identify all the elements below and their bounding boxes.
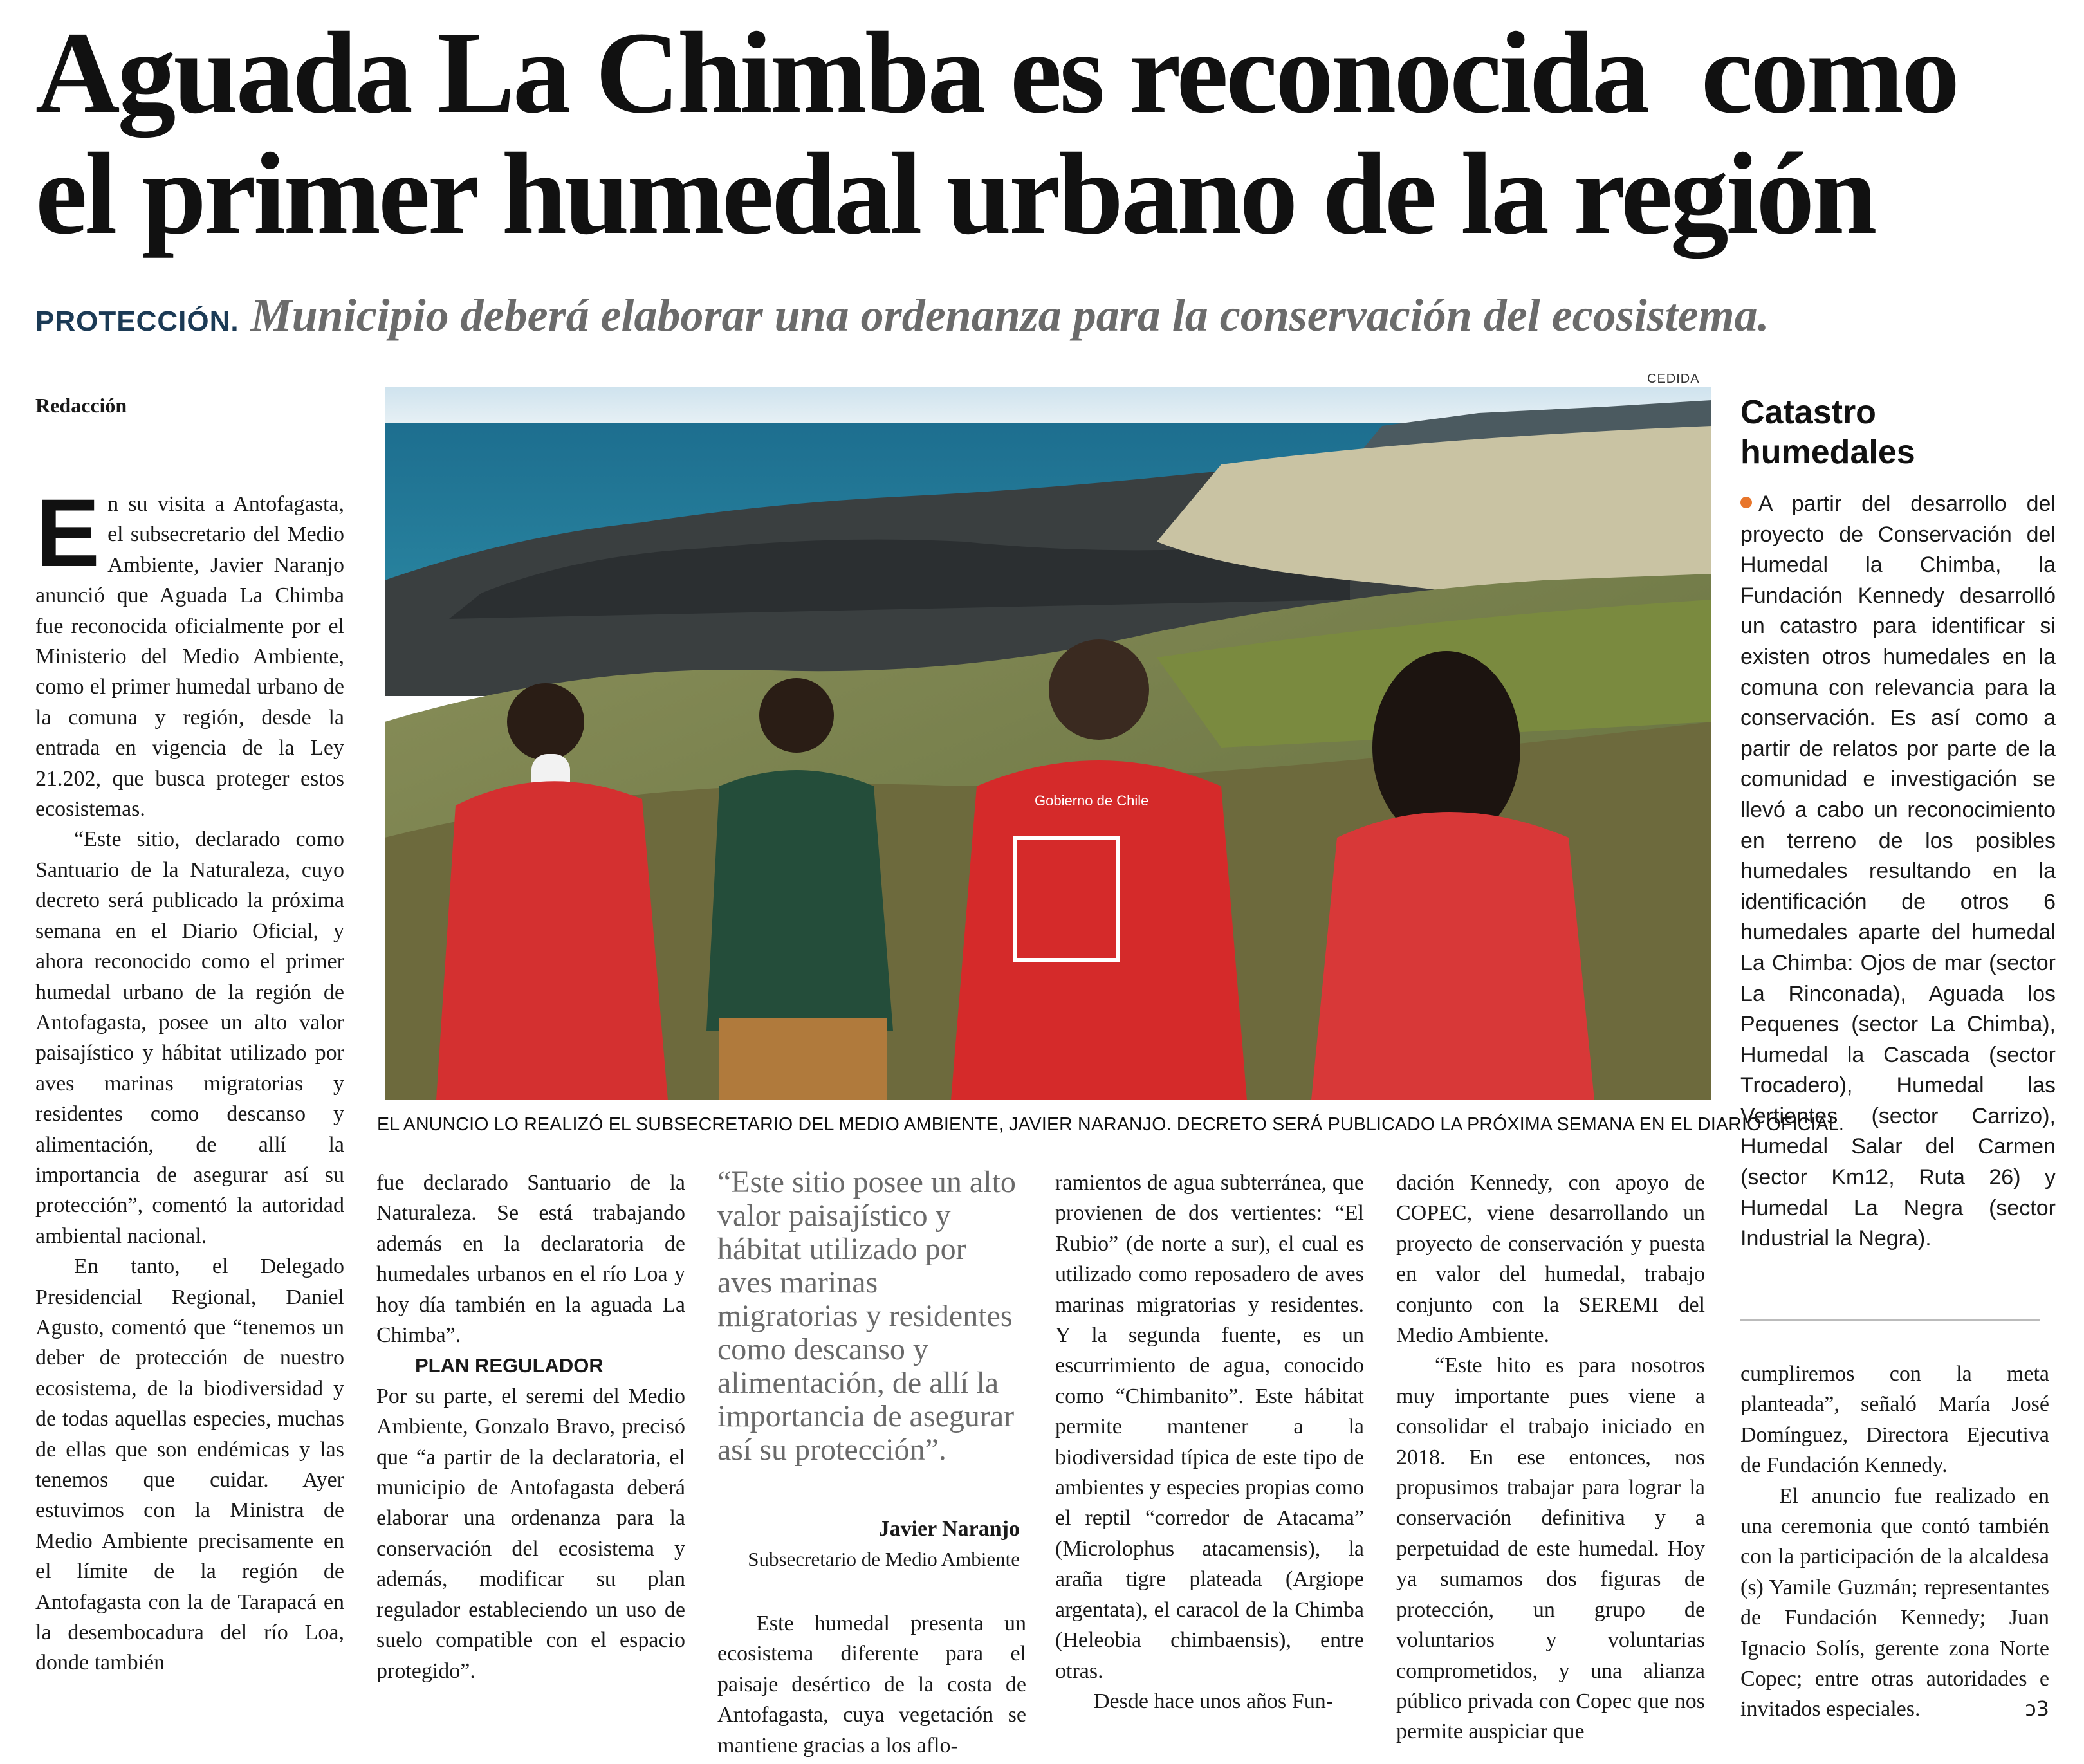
- coastal-scene-illustration: [385, 387, 1711, 1100]
- kicker: [35, 286, 2062, 351]
- column-5: [1396, 1168, 1705, 1747]
- column-2: [376, 1168, 685, 1686]
- byline: Redacción: [35, 394, 127, 417]
- headline-line-2: el primer humedal urbano de la región: [35, 129, 1875, 259]
- kicker-deck: Municipio deberá elaborar una ordenanza para la conservación del ecosistema.: [250, 289, 1769, 341]
- jacket-logo-text: Gobierno de Chile: [1035, 793, 1149, 809]
- paragraph: En tanto, el Delegado Presidencial Regional, Daniel Agusto, comentó que “tenemos un deber de protección de nuestro ecosistema, de la biodiversidad y de todas aquellas especies, muchas de ellas que son endémicas y las tenemos que cuidar. Ayer estuvimos con la Ministra de Medio Ambiente precisamente en el límite de la región de Antofagasta con la de Tarapacá en la desembocadura del río Loa, donde también: [35, 1254, 344, 1675]
- paragraph: dación Kennedy, con apoyo de COPEC, viene desarrollando un proyecto de conservación y puesta en valor del humedal, trabajo conjunto con la SEREMI del Medio Ambiente.: [1396, 1171, 1705, 1348]
- photo-credit: CEDIDA: [1647, 372, 1700, 386]
- column-6: [1740, 1359, 2049, 1725]
- column-4: [1055, 1168, 1364, 1716]
- pull-quote-author: Javier Naranjo: [878, 1517, 1020, 1541]
- article-photo: [385, 387, 1711, 1100]
- paragraph: “Este sitio, declarado como Santuario de la Naturaleza, cuyo decreto será publicado la próxima semana en el Diario Oficial, y ahora reconocido como el primer humedal urbano de la región de Antofagasta, posee un alto valor paisajístico y hábitat utilizado por aves marinas migratorias y residentes como descanso y alimentación, de allí la importancia de asegurar así su protección”, comentó la autoridad ambiental nacional.: [35, 827, 344, 1248]
- sidebar-title: Catastro humedales: [1740, 394, 1915, 471]
- paragraph: “Este hito es para nosotros muy importante pues viene a consolidar el trabajo iniciado en 2018. En ese entonces, nos propusimos trabajar para lograr la conservación definitiva y a perpetuidad de este humedal. Hoy ya sumamos dos figuras de protección, un grupo de voluntarios y voluntarias comprometidos, y una alianza público privada con Copec que nos permite auspiciar que: [1396, 1354, 1705, 1744]
- subhead: PLAN REGULADOR: [415, 1354, 604, 1377]
- paragraph: ramientos de agua subterránea, que provienen de dos vertientes: “El Rubio” (de norte a sur), el cual es utilizado como reposadero de aves marinas migratorias y residentes. Y la segunda fuente, es un escurrimiento de agua, conocido como “Chimbanito”. Este hábitat permite mantener a la biodiversidad típica de este tipo de ambientes y especies propias como el reptil “corredor de Atacama” (Microlophus atacamensis), la araña tigre plateada (Argiope argentata), el caracol de la Chimba (Heleobia chimbaensis), entre otras.: [1055, 1171, 1364, 1683]
- headline: [35, 8, 2056, 259]
- paragraph: cumpliremos con la meta planteada”, señaló María José Domínguez, Directora Ejecutiva de Fundación Kennedy.: [1740, 1362, 2049, 1478]
- paragraph: Por su parte, el seremi del Medio Ambiente, Gonzalo Bravo, precisó que “a partir de la declaratoria, el municipio de Antofagasta deberá elaborar una ordenanza para la conservación del ecosistema y además, modificar su plan regulador estableciendo un uso de suelo compatible con el espacio protegido”.: [376, 1384, 685, 1683]
- pull-quote-role: Subsecretario de Medio Ambiente: [748, 1548, 1020, 1570]
- drop-cap: E: [35, 479, 100, 587]
- sidebar-divider: [1740, 1319, 2040, 1321]
- paragraph: fue declarado Santuario de la Naturaleza. Se está trabajando además en la declaratoria de humedales urbanos en el río Loa y hoy día también en la aguada La Chimba”.: [376, 1171, 685, 1348]
- end-mark-icon: ↄ3: [2025, 1696, 2049, 1722]
- column-3: [717, 1608, 1026, 1761]
- kicker-label: PROTECCIÓN.: [35, 306, 239, 337]
- paragraph: El anuncio fue realizado en una ceremonia que contó también con la participación de la alcaldesa (s) Yamile Guzmán; representantes de Fundación Kennedy; Juan Ignacio Solís, gerente zona Norte Copec; entre otras autoridades e invitados especiales. ↄ3: [1740, 1481, 2049, 1725]
- sidebar-text: A partir del desarrollo del proyecto de Conservación del Humedal la Chimba, la Fundación Kennedy desarrolló un catastro para identificar si existen otros humedales en la comuna con relevancia para la conservación. Es así como a partir de relatos por parte de la comunidad e investigación se llevó a cabo un reconocimiento en terreno de los posibles humedales resultando en la identificación de otros 6 humedales aparte del humedal La Chimba: Ojos de mar (sector La Rinconada), Aguada los Pequenes (sector La Chimba), Humedal la Cascada (sector Trocadero), Humedal las Vertientes (sector Carrizo), Humedal Salar del Carmen (sector Km12, Ruta 26) y Humedal La Negra (sector Industrial la Negra).: [1740, 492, 2056, 1251]
- column-1: [35, 479, 344, 1678]
- photo-caption: EL ANUNCIO LO REALIZÓ EL SUBSECRETARIO DEL MEDIO AMBIENTE, JAVIER NARANJO. DECRETO SERÁ PUBLICADO LA PRÓXIMA SEMANA EN EL DIARIO OFICIAL.: [377, 1114, 1844, 1135]
- pull-quote: “Este sitio posee un alto valor paisajístico y hábitat utilizado por aves marinas migratorias y residentes como descanso y alimentación, de allí la importancia de asegurar así su protección”.: [717, 1165, 1016, 1467]
- paragraph: Desde hace unos años Fun-: [1094, 1689, 1334, 1713]
- lead-paragraph: En su visita a Antofagasta, el subsecretario del Medio Ambiente, Javier Naranjo anunció que Aguada La Chimba fue reconocida oficialmente por el Ministerio del Medio Ambiente, como el primer humedal urbano de la comuna y región, desde la entrada en vigencia de la Ley 21.202, que busca proteger estos ecosistemas.: [35, 479, 344, 822]
- headline-line-1: Aguada La Chimba es reconocida como: [35, 8, 1958, 138]
- paragraph: Este humedal presenta un ecosistema diferente para el paisaje desértico de la costa de Antofagasta, cuya vegetación se mantiene gracias a los aflo-: [717, 1612, 1026, 1758]
- bullet-icon: [1740, 497, 1752, 508]
